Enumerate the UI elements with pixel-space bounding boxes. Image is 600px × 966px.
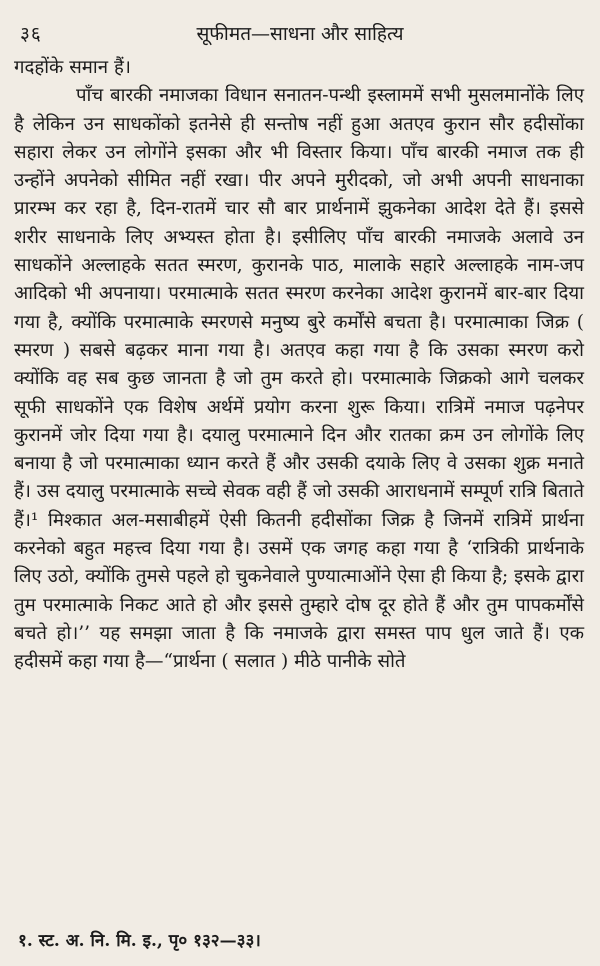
body-text [14, 54, 584, 677]
page-number: ३६ [20, 23, 42, 45]
running-title: सूफीमत—साधना और साहित्य [196, 23, 404, 45]
page-header [14, 18, 586, 52]
main-paragraph: पाँच बारकी नमाजका विधान सनातन-पन्थी इस्लाममें सभी मुसलमानोंके लिए है लेकिन उन साधकोंको इतनेसे ही सन्तोष नहीं हुआ अतएव कुरान सौर हदीसोंका सहारा लेकर उन लोगोंने इसका और भी विस्तार किया। पाँच बारकी नमाज तक ही उन्होंने अपनेको सीमित नहीं रखा। पीर अपने मुरीदको, जो अभी अपनी साधनाका प्रारम्भ कर रहा है, दिन-रातमें चार सौ बार प्रार्थनामें झुकनेका आदेश देते हैं। इससे शरीर साधनाके लिए अभ्यस्त होता है। इसीलिए पाँच बारकी नमाजके अलावे उन साधकोंने अल्लाहके सतत स्मरण, कुरानके पाठ, मालाके सहारे अल्लाहके नाम-जप आदिको भी अपनाया। परमात्माके सतत स्मरण करनेका आदेश कुरानमें बार-बार दिया गया है, क्योंकि परमात्माके स्मरणसे मनुष्य बुरे कर्मोंसे बचता है। परमात्माका जिक्र ( स्मरण ) सबसे बढ़कर माना गया है। अतएव कहा गया है कि उसका स्मरण करो क्योंकि वह सब कुछ जानता है जो तुम करते हो। परमात्माके जिक्रको आगे चलकर सूफी साधकोंने एक विशेष अर्थमें प्रयोग करना शुरू किया। रात्रिमें नमाज पढ़नेपर कुरानमें जोर दिया गया है। दयालु परमात्माने दिन और रातका क्रम उन लोगोंके लिए बनाया है जो परमात्माका ध्यान करते हैं और उसकी दयाके लिए वे उसका शुक्र मनाते हैं। उस दयालु परमात्माके सच्चे सेवक वही हैं जो उसकी आराधनामें सम्पूर्ण रात्रि बिताते हैं।¹ मिश्कात अल-मसाबीहमें ऐसी कितनी हदीसोंका जिक्र है जिनमें रात्रिमें प्रार्थना करनेको बहुत महत्त्व दिया गया है। उसमें एक जगह कहा गया है ‘रात्रिकी प्रार्थनाके लिए उठो, क्योंकि तुमसे पहले हो चुकनेवाले पुण्यात्माओंने ऐसा ही किया है; इसके द्वारा तुम परमात्माके निकट आते हो और इससे तुम्हारे दोष दूर होते हैं और तुम पापकर्मोंसे बचते हो।’’ यह समझा जाता है कि नमाजके द्वारा समस्त पाप धुल जाते हैं। एक हदीसमें कहा गया है—“प्रार्थना ( सलात ) मीठे पानीके सोते [14, 85, 584, 673]
continuation-line: गदहोंके समान हैं। [14, 57, 131, 78]
footnote: १. स्ट. अ. नि. मि. इ., पृ० १३२—३३। [18, 931, 261, 951]
